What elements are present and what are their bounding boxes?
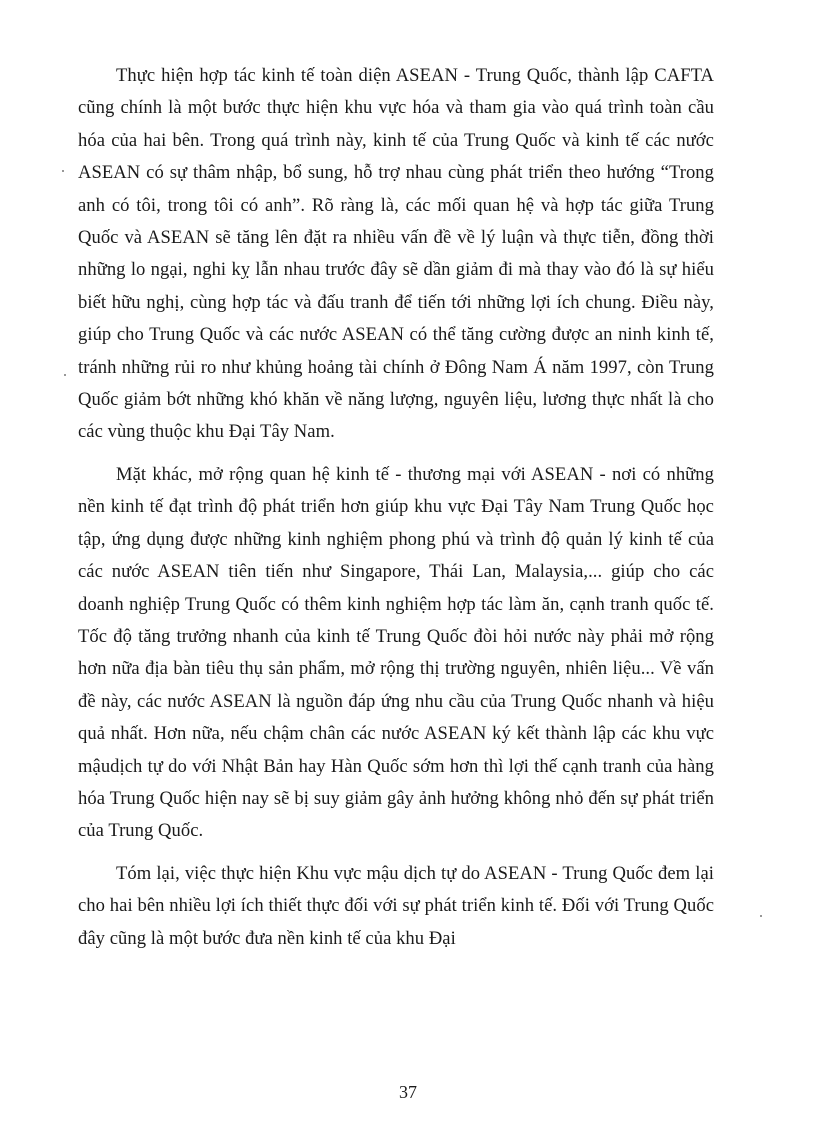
scan-speck — [64, 374, 66, 376]
paragraph-2: Mặt khác, mở rộng quan hệ kinh tế - thương mại với ASEAN - nơi có những nền kinh tế đạt trình độ phát triển hơn giúp khu vực Đại Tây Nam Trung Quốc học tập, ứng dụng được những kinh nghiệm phong phú và trình độ quản lý kinh tế của các nước ASEAN tiên tiến như Singapore, Thái Lan, Malaysia,... giúp cho các doanh nghiệp Trung Quốc có thêm kinh nghiệm hợp tác làm ăn, cạnh tranh quốc tế. Tốc độ tăng trưởng nhanh của kinh tế Trung Quốc đòi hỏi nước này phải mở rộng hơn nữa địa bàn tiêu thụ sản phẩm, mở rộng thị trường nguyên, nhiên liệu... Về vấn đề này, các nước ASEAN là nguồn đáp ứng nhu cầu của Trung Quốc nhanh và hiệu quả nhất. Hơn nữa, nếu chậm chân các nước ASEAN ký kết thành lập các khu vực mậudịch tự do với Nhật Bản hay Hàn Quốc sớm hơn thì lợi thế cạnh tranh của hàng hóa Trung Quốc hiện nay sẽ bị suy giảm gây ảnh hưởng không nhỏ đến sự phát triển của Trung Quốc. — [78, 463, 714, 842]
paragraph-3: Tóm lại, việc thực hiện Khu vực mậu dịch tự do ASEAN - Trung Quốc đem lại cho hai bên nhiều lợi ích thiết thực đối với sự phát triển kinh tế. Đối với Trung Quốc đây cũng là một bước đưa nền kinh tế của khu Đại — [78, 862, 714, 949]
scan-speck — [760, 915, 762, 917]
page-body — [78, 60, 714, 965]
page-number: 37 — [399, 1082, 417, 1102]
paragraph-1: Thực hiện hợp tác kinh tế toàn diện ASEAN - Trung Quốc, thành lập CAFTA cũng chính là một bước thực hiện khu vực hóa và tham gia vào quá trình toàn cầu hóa của hai bên. Trong quá trình này, kinh tế của Trung Quốc và kinh tế các nước ASEAN có sự thâm nhập, bổ sung, hỗ trợ nhau cùng phát triển theo hướng “Trong anh có tôi, trong tôi có anh”. Rõ ràng là, các mối quan hệ và hợp tác giữa Trung Quốc và ASEAN sẽ tăng lên đặt ra nhiều vấn đề về lý luận và thực tiễn, đồng thời những lo ngại, nghi kỵ lẫn nhau trước đây sẽ dần giảm đi mà thay vào đó là sự hiểu biết hữu nghị, cùng hợp tác và đấu tranh để tiến tới những lợi ích chung. Điều này, giúp cho Trung Quốc và các nước ASEAN có thể tăng cường được an ninh kinh tế, tránh những rủi ro như khủng hoảng tài chính ở Đông Nam Á năm 1997, còn Trung Quốc giảm bớt những khó khăn về năng lượng, nguyên liệu, lương thực nhất là cho các vùng thuộc khu Đại Tây Nam. — [78, 65, 714, 443]
scan-speck — [62, 170, 64, 172]
